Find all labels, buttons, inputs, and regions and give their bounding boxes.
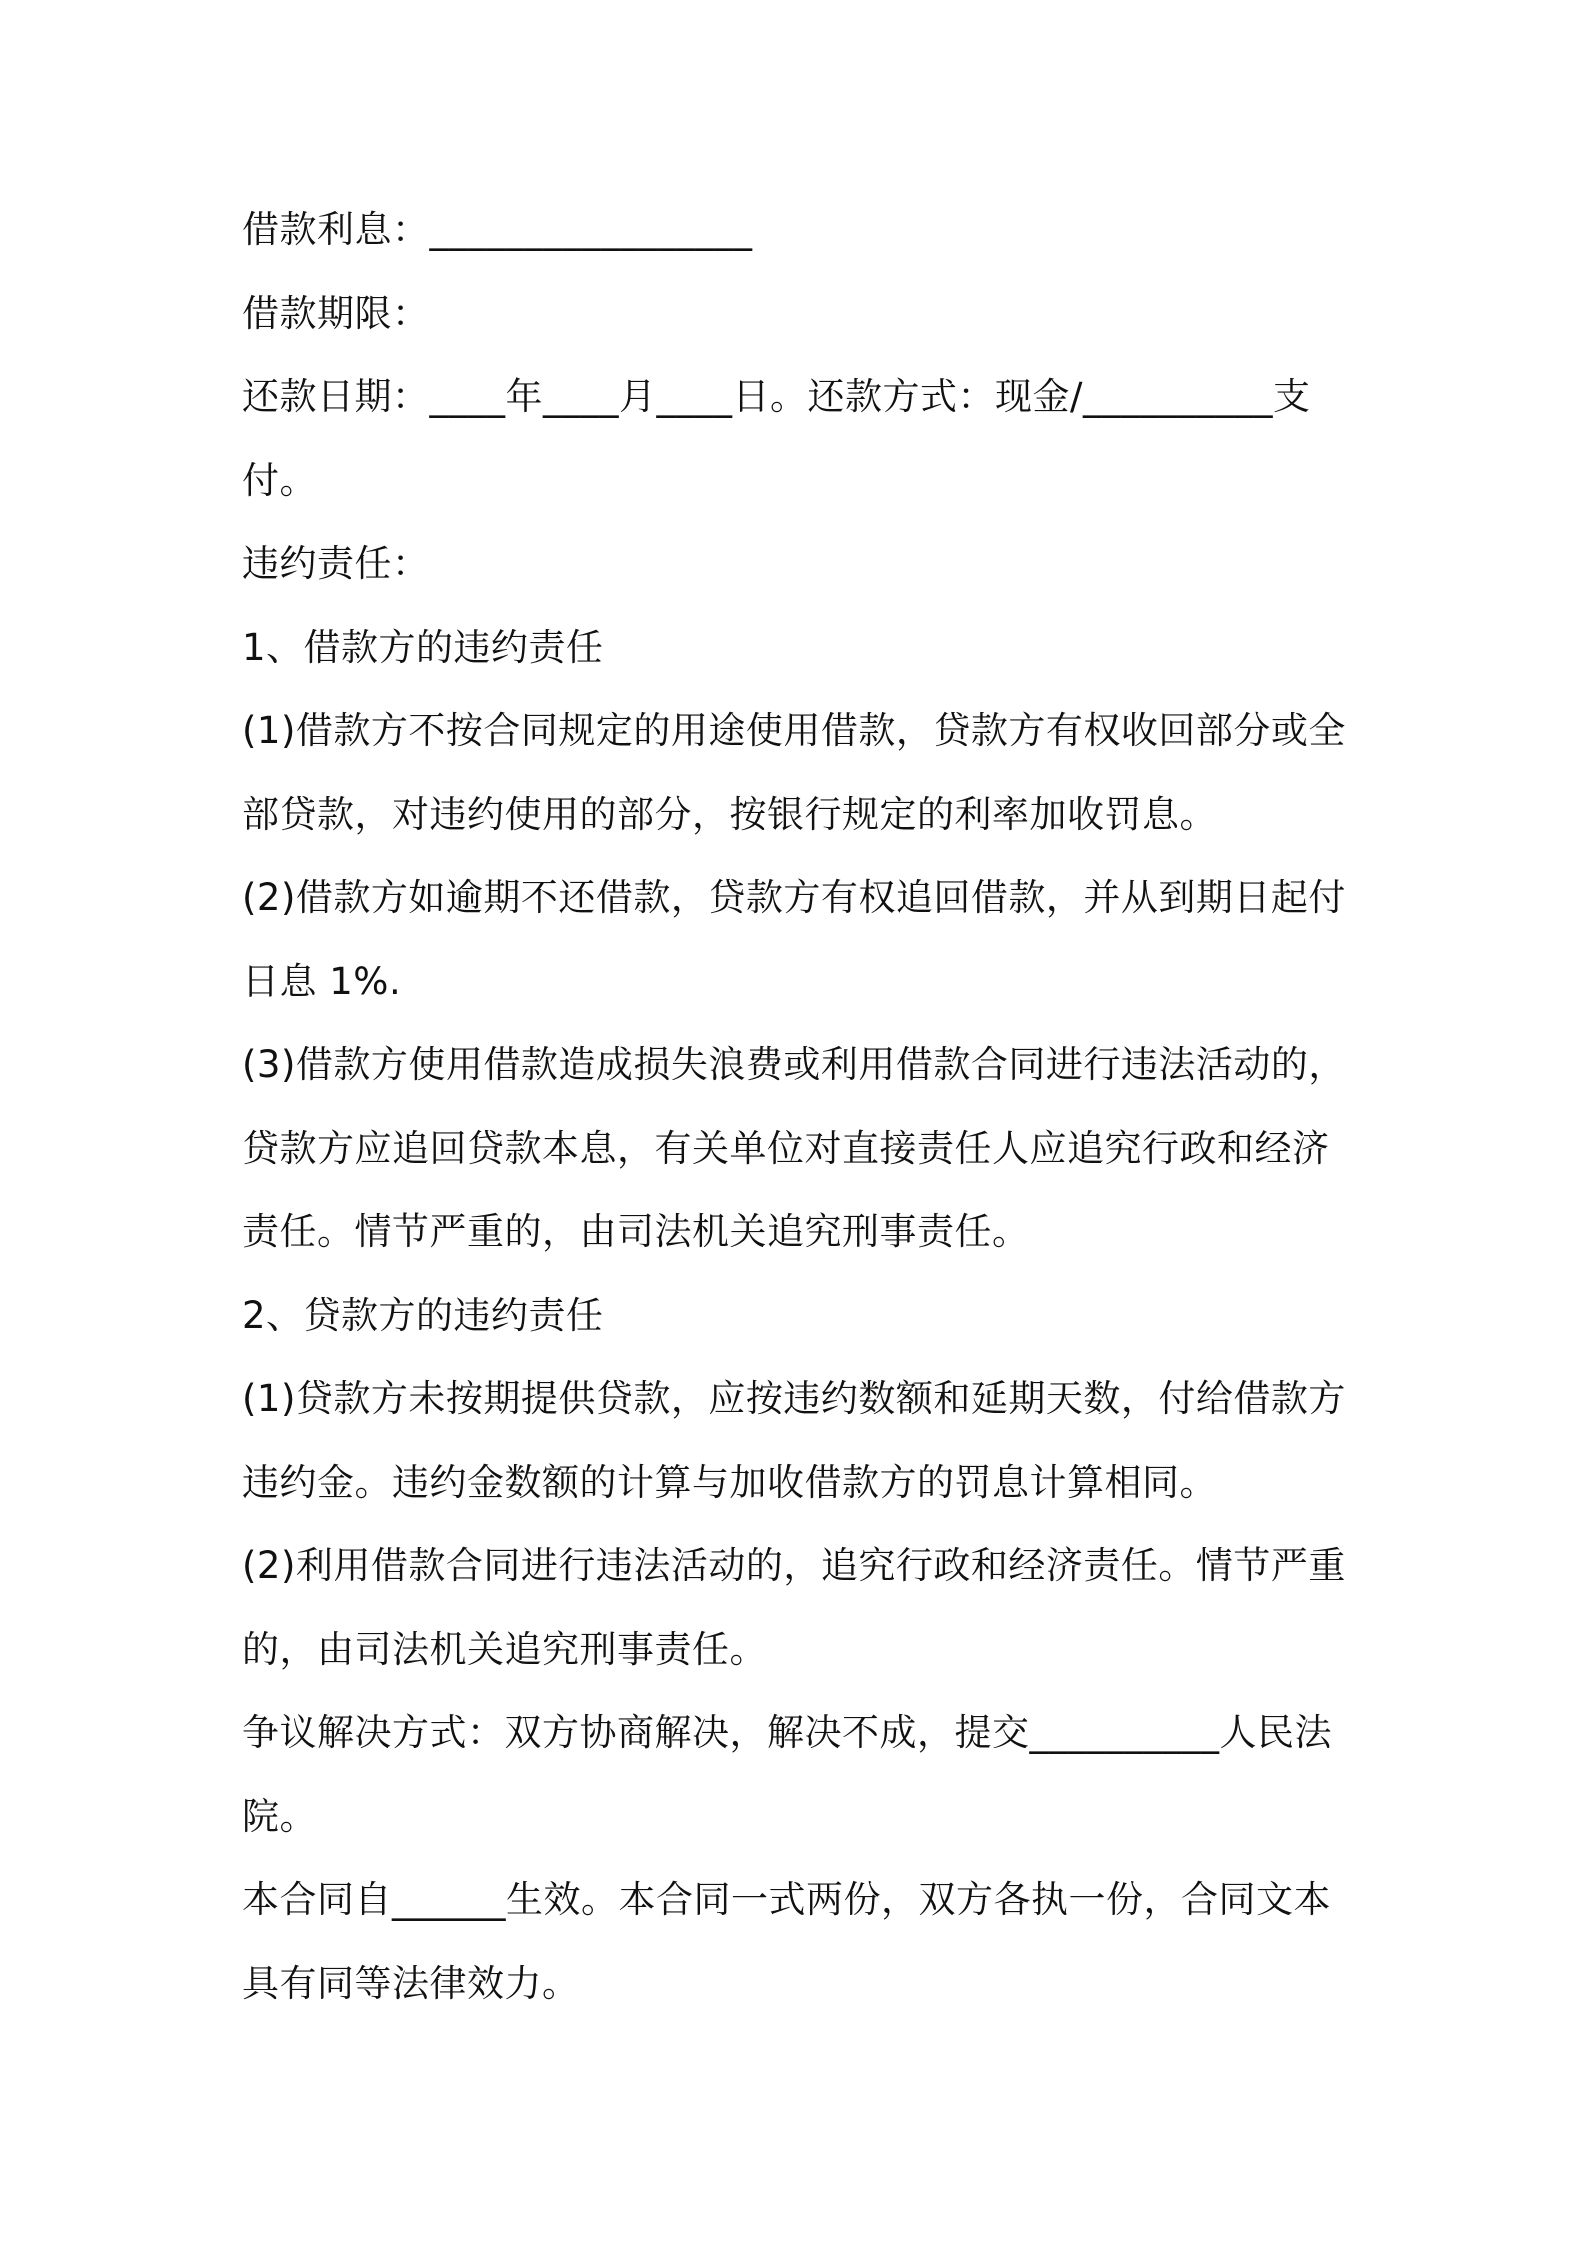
borrower-clause-2: (2)借款方如逾期不还借款，贷款方有权追回借款，并从到期日起付日息 1%. [242,876,1346,1003]
effectiveness-line: 本合同自______生效。本合同一式两份，双方各执一份，合同文本具有同等法律效力。 [242,1878,1331,2005]
lender-clause-1: (1)贷款方未按期提供贷款，应按违约数额和延期天数，付给借款方违约金。违约金数额的计算与加收借款方的罚息计算相同。 [242,1377,1346,1504]
lender-liability-heading: 2、贷款方的违约责任 [242,1293,604,1337]
lender-clause-2: (2)利用借款合同进行违法活动的，追究行政和经济责任。情节严重的，由司法机关追究刑事责任。 [242,1544,1346,1671]
repayment-date-line: 还款日期：____年____月____日。还款方式：现金/__________支付。 [242,375,1311,502]
borrower-clause-3: (3)借款方使用借款造成损失浪费或利用借款合同进行违法活动的，贷款方应追回贷款本息，有关单位对直接责任人应追究行政和经济责任。情节严重的，由司法机关追究刑事责任。 [242,1043,1346,1253]
breach-liability-heading: 违约责任： [242,542,430,585]
borrower-clause-1: (1)借款方不按合同规定的用途使用借款，贷款方有权收回部分或全部贷款，对违约使用的部分，按银行规定的利率加收罚息。 [242,709,1346,836]
dispute-resolution-line: 争议解决方式：双方协商解决，解决不成，提交__________人民法院。 [242,1711,1332,1838]
loan-term-line: 借款期限： [242,291,430,335]
document-body [242,188,1358,2025]
borrower-liability-heading: 1、借款方的违约责任 [242,625,604,669]
loan-interest-line: 借款利息：_________________ [242,208,753,251]
